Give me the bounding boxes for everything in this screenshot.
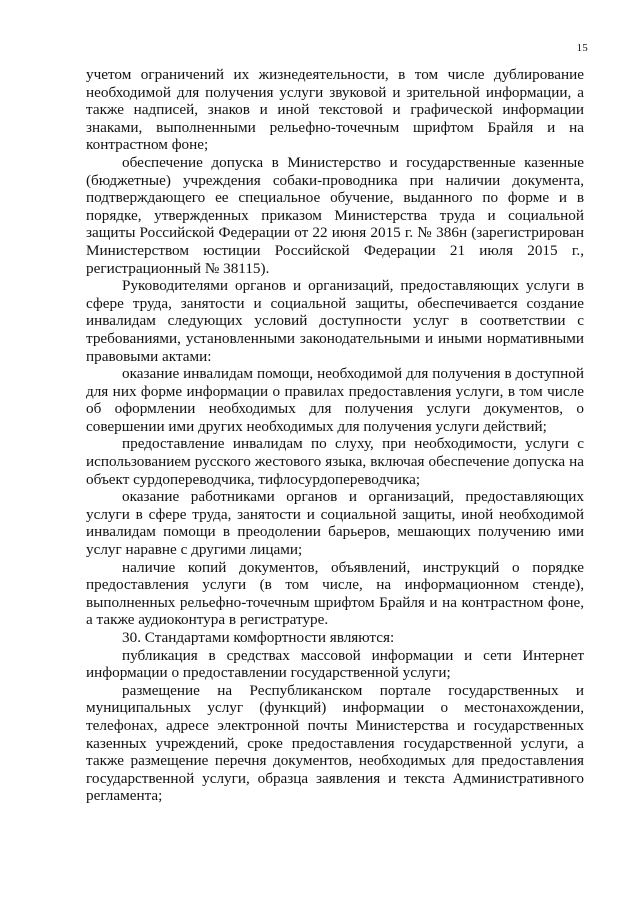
paragraph-portal-placement: размещение на Республиканском портале государственных и муниципальных услуг (функций) информации о местонахождении, телефонах, адресе электронной почты Министерства и государственных казенных учреждений, сроке предоставления государственной услуги, а также размещение перечня документов, необходимых для предоставления государственной услуги, образца заявления и текста Административного регламента;: [86, 681, 584, 805]
page-number: 15: [576, 42, 588, 54]
paragraph-comfort-standards-heading: 30. Стандартами комфортности являются:: [122, 629, 395, 646]
paragraph-guide-dog-access: обеспечение допуска в Министерство и государственные казенные (бюджетные) учреждения собаки-проводника при наличии документа, подтверждающего ее специальное обучение, выданного по форме и в порядке, утвержденных приказом Министерства труда и социальной защиты Российской Федерации от 22 июня 2015 г. № 386н (зарегистрирован Министерством юстиции Российской Федерации 21 июля 2015 г., регистрационный № 38115).: [86, 153, 584, 277]
paragraph-media-publication: публикация в средствах массовой информации и сети Интернет информации о предоставлении государственной услуги;: [86, 646, 584, 682]
paragraph-vision-info-duplication: учетом ограничений их жизнедеятельности, в том числе дублирование необходимой для получения услуги звуковой и зрительной информации, а также надписей, знаков и иной текстовой и графической информации знаками, выполненными рельефно-точечным шрифтом Брайля и на контрастном фоне;: [86, 66, 584, 154]
paragraph-sign-language: предоставление инвалидам по слуху, при необходимости, услуги с использованием русского жестового языка, включая обеспечение допуска на объект сурдопереводчика, тифлосурдопереводчика;: [86, 435, 584, 488]
paragraph-accessibility-conditions-intro: Руководителями органов и организаций, предоставляющих услуги в сфере труда, занятости и социальной защиты, обеспечивается создание инвалидам следующих условий доступности услуг в соответствии с требованиями, установленными законодательными и иными нормативными правовыми актами:: [86, 277, 584, 365]
paragraph-staff-assistance: оказание работниками органов и организаций, предоставляющих услуги в сфере труда, занятости и социальной защиты, иной необходимой инвалидам помощи в преодолении барьеров, мешающих получению ими услуг наравне с другими лицами;: [86, 488, 584, 559]
document-body: [86, 66, 584, 805]
paragraph-braille-copies: наличие копий документов, объявлений, инструкций о порядке предоставления услуги (в том числе, на информационном стенде), выполненных рельефно-точечным шрифтом Брайля и на контрастном фоне, а также аудиоконтура в регистратуре.: [86, 558, 584, 629]
paragraph-assistance-information: оказание инвалидам помощи, необходимой для получения в доступной для них форме информации о правилах предоставления услуги, в том числе об оформлении необходимых для получения услуги документов, о совершении ими других необходимых для получения услуги действий;: [86, 365, 584, 435]
